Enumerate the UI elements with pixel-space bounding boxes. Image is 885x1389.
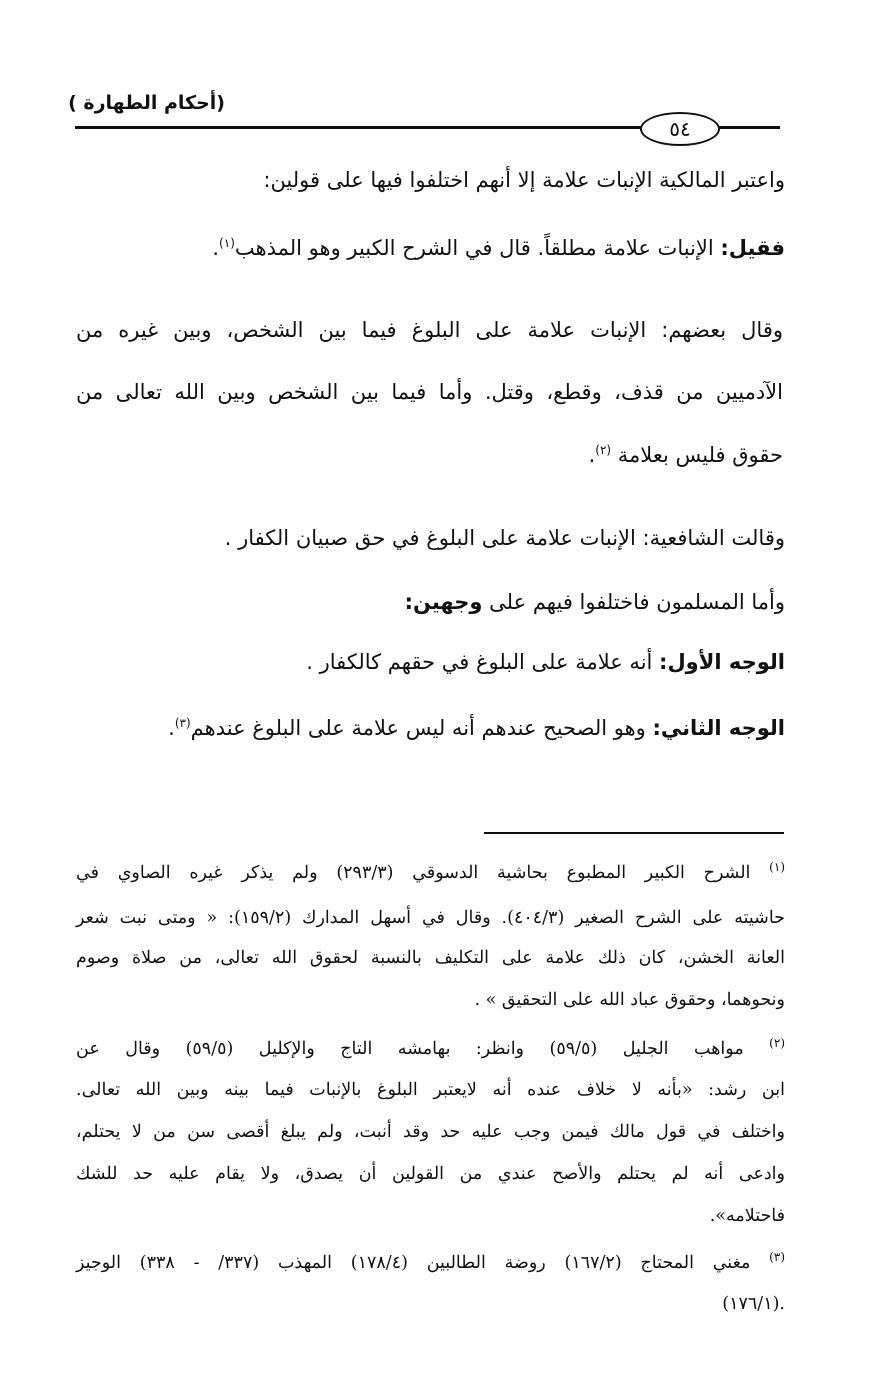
- body-line-7: [405, 590, 785, 614]
- footnote-2-line-4: وادعى أنه لم يحتلم والأصح عندي من القولين أن يصدق، ولا يقام عليه حد للشك: [76, 1164, 785, 1184]
- footnote-1-line-3: العانة الخشن، كان ذلك علامة على التكليف بالنسبة لحقوق الله تعالى، من صلاة وصوم: [76, 948, 785, 968]
- footnote-2-line-5: فاحتلامه».: [709, 1206, 785, 1226]
- footnote-ref-3[interactable]: (٣): [174, 716, 191, 730]
- body-line-8: [306, 650, 785, 674]
- footnote-2-marker: (٢): [769, 1036, 785, 1050]
- body-line-9: [168, 716, 785, 740]
- footnote-2-line-1: [76, 1036, 785, 1059]
- body-line-5: [589, 443, 783, 467]
- footnote-1-line-1: [76, 860, 785, 883]
- footnote-3-line-2: .(١٧٦/١): [722, 1294, 785, 1314]
- footnote-text: الشرح الكبير المطبوع بحاشية الدسوقي (٢٩٣/٣) ولم يذكر غيره الصاوي في: [76, 862, 770, 883]
- body-text: .: [588, 443, 596, 467]
- body-text: أنه علامة على البلوغ في حقهم كالكفار .: [306, 650, 660, 674]
- footnote-1-line-4: ونحوهما، وحقوق عباد الله على التحقيق » .: [474, 990, 785, 1010]
- body-line-1: واعتبر المالكية الإنبات علامة إلا أنهم اختلفوا فيها على قولين:: [263, 168, 785, 192]
- label-first-aspect: الوجه الأول:: [659, 650, 785, 674]
- footnote-ref-1[interactable]: (١): [219, 236, 235, 250]
- footnote-rule: [484, 832, 784, 834]
- label-qila: فقيل:: [720, 236, 785, 260]
- body-text: وأما المسلمون فاختلفوا فيهم على: [482, 590, 785, 614]
- footnote-1-marker: (١): [769, 860, 785, 874]
- body-line-6: وقالت الشافعية: الإنبات علامة على البلوغ في حق صبيان الكفار .: [224, 526, 785, 550]
- body-text: الإنبات علامة مطلقاً. قال في الشرح الكبير وهو المذهب: [234, 236, 721, 260]
- footnote-2-line-3: واختلف في قول مالك فيمن وجب عليه حد وقد أنبت، ولم يبلغ أقصى سن من لا يحتلم،: [76, 1122, 785, 1142]
- footnote-ref-2[interactable]: (٢): [595, 443, 612, 457]
- body-line-3: وقال بعضهم: الإنبات علامة على البلوغ فيما بين الشخص، وبين غيره من: [76, 318, 783, 342]
- label-wajhayn: وجهين:: [404, 590, 483, 614]
- body-line-4: الآدميين من قذف، وقطع، وقتل. وأما فيما بين الشخص وبين الله تعالى من: [76, 380, 783, 404]
- footnote-1-line-2: حاشيته على الشرح الصغير (٤٠٤/٣). وقال في أسهل المدارك (١٥٩/٢): « ومتى نبت شعر: [76, 908, 785, 928]
- body-text: وهو الصحيح عندهم أنه ليس علامة على البلوغ عندهم: [190, 716, 653, 740]
- footnote-text: مواهب الجليل (٥٩/٥) وانظر: بهامشه التاج والإكليل (٥٩/٥) وقال عن: [76, 1038, 770, 1059]
- footnote-2-line-2: ابن رشد: «بأنه لا خلاف عنده أنه لايعتبر البلوغ بالإنبات فيما بينه وبين الله تعالى.: [76, 1080, 785, 1100]
- body-text: حقوق فليس بعلامة: [611, 443, 783, 467]
- body-line-2: [212, 236, 785, 260]
- footnote-3-marker: (٣): [769, 1250, 785, 1264]
- label-second-aspect: الوجه الثاني:: [652, 716, 785, 740]
- footnote-3-line-1: [76, 1250, 785, 1273]
- body-text: .: [168, 716, 175, 740]
- footnote-text: مغني المحتاج (١٦٧/٢) روضة الطالبين (١٧٨/٤) المهذب (٣٣٧/ - ٣٣٨) الوجيز: [76, 1252, 770, 1273]
- body-text: .: [212, 236, 220, 260]
- page-number: ٥٤: [640, 112, 720, 146]
- running-header-title: (أحكام الطهارة ): [68, 92, 225, 114]
